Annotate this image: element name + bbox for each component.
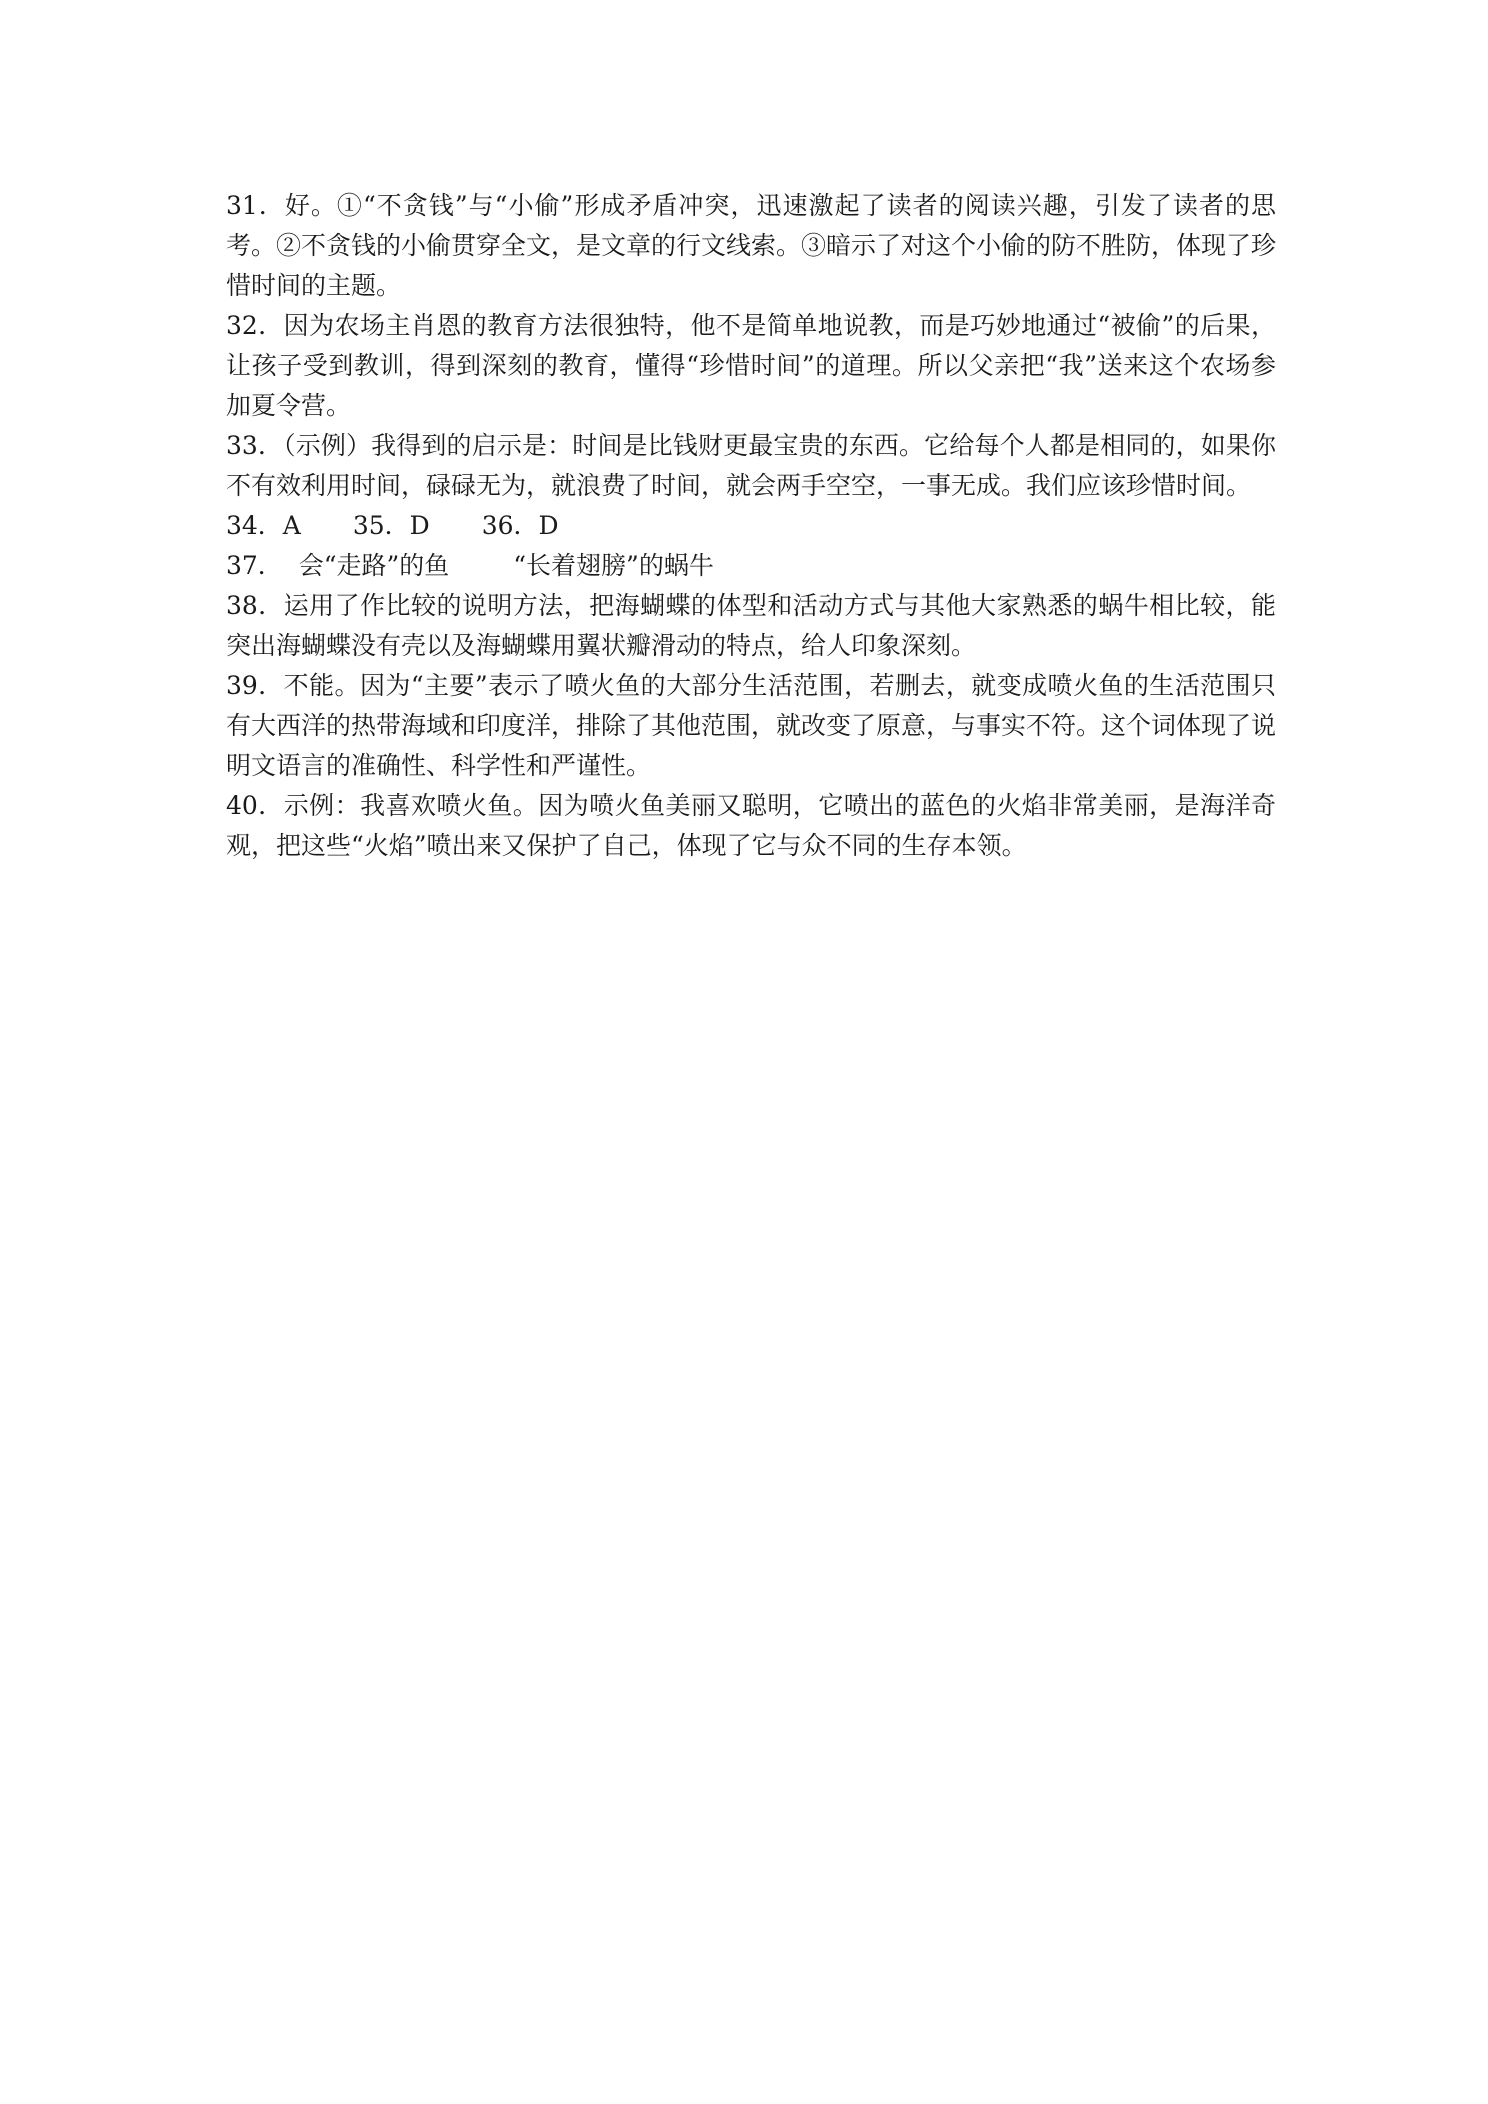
answers-34-36	[226, 506, 1276, 546]
answer-39: 39．不能。因为“主要”表示了喷火鱼的大部分生活范围，若删去，就变成喷火鱼的生活范围只有大西洋的热带海域和印度洋，排除了其他范围，就改变了原意，与事实不符。这个词体现了说明文语言的准确性、科学性和严谨性。	[226, 671, 1277, 780]
answer-34: 34．A	[226, 511, 301, 540]
answer-37-number: 37．	[226, 551, 283, 580]
answer-37-part2: “长着翅膀”的蜗牛	[513, 551, 714, 580]
answer-33: 33．（示例）我得到的启示是：时间是比钱财更最宝贵的东西。它给每个人都是相同的，如果你不有效利用时间，碌碌无为，就浪费了时间，就会两手空空，一事无成。我们应该珍惜时间。	[226, 431, 1276, 500]
answer-list	[226, 186, 1276, 866]
answer-38: 38．运用了作比较的说明方法，把海蝴蝶的体型和活动方式与其他大家熟悉的蜗牛相比较，能突出海蝴蝶没有壳以及海蝴蝶用翼状瓣滑动的特点，给人印象深刻。	[226, 591, 1276, 660]
answer-32: 32．因为农场主肖恩的教育方法很独特，他不是简单地说教，而是巧妙地通过“被偷”的后果，让孩子受到教训，得到深刻的教育，懂得“珍惜时间”的道理。所以父亲把“我”送来这个农场参加夏令营。	[226, 311, 1276, 420]
answer-31: 31．好。①“不贪钱”与“小偷”形成矛盾冲突，迅速激起了读者的阅读兴趣，引发了读者的思考。②不贪钱的小偷贯穿全文，是文章的行文线索。③暗示了对这个小偷的防不胜防，体现了珍惜时间的主题。	[226, 191, 1277, 300]
answer-36: 36．D	[481, 511, 559, 540]
answer-35: 35．D	[352, 511, 430, 540]
answer-40: 40．示例：我喜欢喷火鱼。因为喷火鱼美丽又聪明，它喷出的蓝色的火焰非常美丽，是海洋奇观，把这些“火焰”喷出来又保护了自己，体现了它与众不同的生存本领。	[226, 791, 1276, 860]
answer-37	[226, 546, 1276, 586]
answer-37-part1: 会“走路”的鱼	[298, 551, 450, 580]
